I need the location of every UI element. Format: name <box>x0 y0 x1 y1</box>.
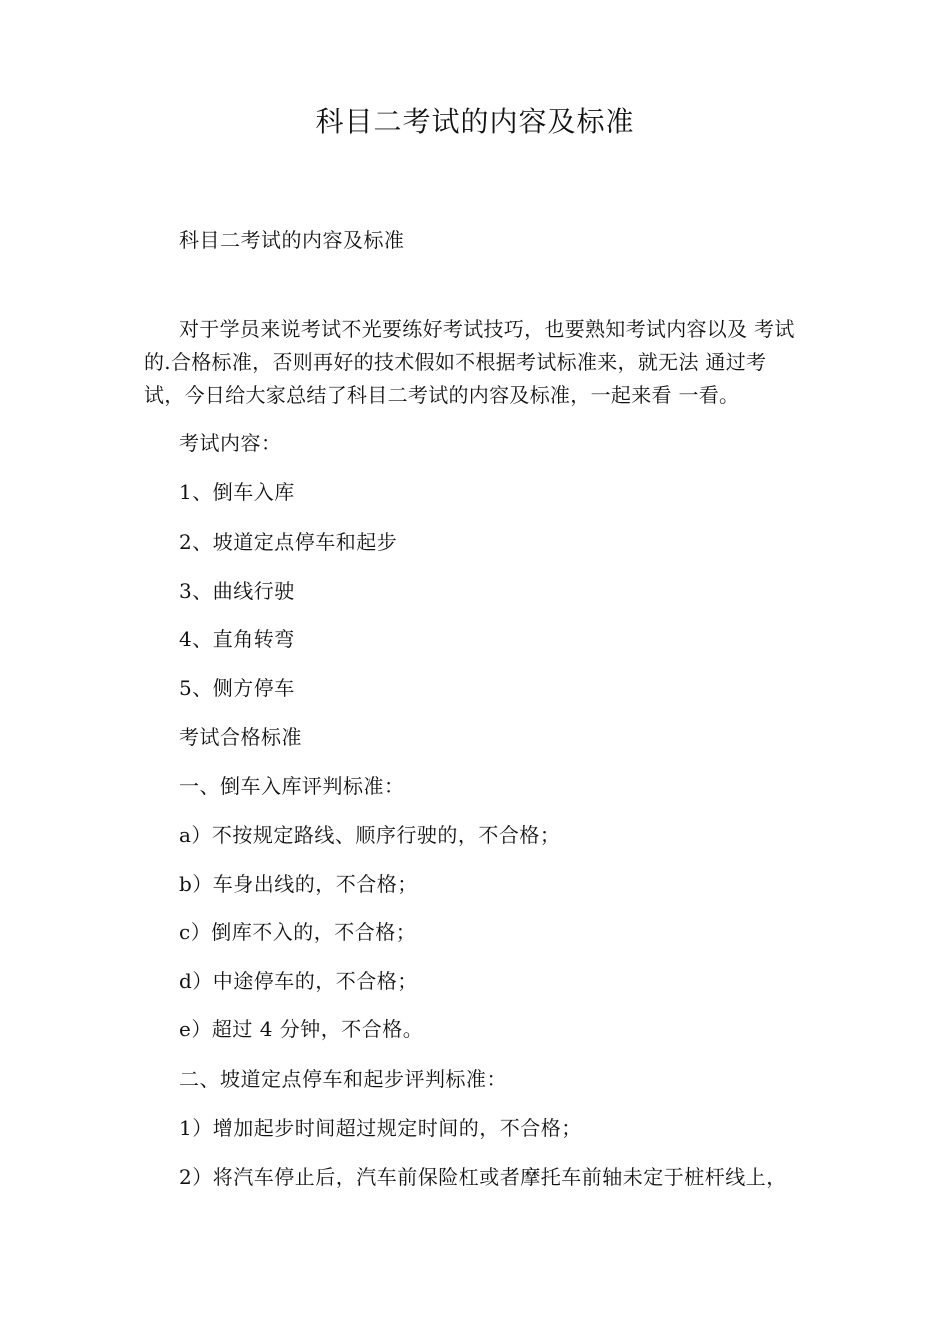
intro-line: 对于学员来说考试不光要练好考试技巧，也要熟知考试内容以及 考试 <box>179 317 795 341</box>
content-item: 2、坡道定点停车和起步 <box>179 530 398 554</box>
criteria-item: c）倒库不入的，不合格； <box>179 920 417 944</box>
document-title: 科目二考试的内容及标准 <box>315 105 635 138</box>
criteria-item: 1）增加起步时间超过规定时间的，不合格； <box>179 1116 582 1140</box>
section-heading: 二、坡道定点停车和起步评判标准： <box>179 1067 507 1091</box>
content-item: 3、曲线行驶 <box>179 579 295 603</box>
intro-line: 试，今日给大家总结了科目二考试的内容及标准，一起来看 一看。 <box>144 383 740 407</box>
content-heading: 考试内容： <box>179 431 282 455</box>
document-subtitle: 科目二考试的内容及标准 <box>179 228 405 252</box>
criteria-item: b）车身出线的，不合格； <box>179 872 418 896</box>
content-item: 1、倒车入库 <box>179 480 295 504</box>
content-item: 5、侧方停车 <box>179 676 295 700</box>
intro-paragraph <box>144 313 834 412</box>
criteria-item: e）超过 4 分钟，不合格。 <box>179 1017 424 1041</box>
criteria-item: d）中途停车的，不合格； <box>179 969 418 993</box>
criteria-item: a）不按规定路线、顺序行驶的，不合格； <box>179 823 561 847</box>
section-heading: 一、倒车入库评判标准： <box>179 774 405 798</box>
content-item: 4、直角转弯 <box>179 627 295 651</box>
standards-heading: 考试合格标准 <box>179 725 302 749</box>
intro-line: 的.合格标准，否则再好的技术假如不根据考试标准来，就无法 通过考 <box>144 350 767 374</box>
criteria-item: 2）将汽车停止后，汽车前保险杠或者摩托车前轴未定于桩杆线上， <box>179 1165 787 1189</box>
